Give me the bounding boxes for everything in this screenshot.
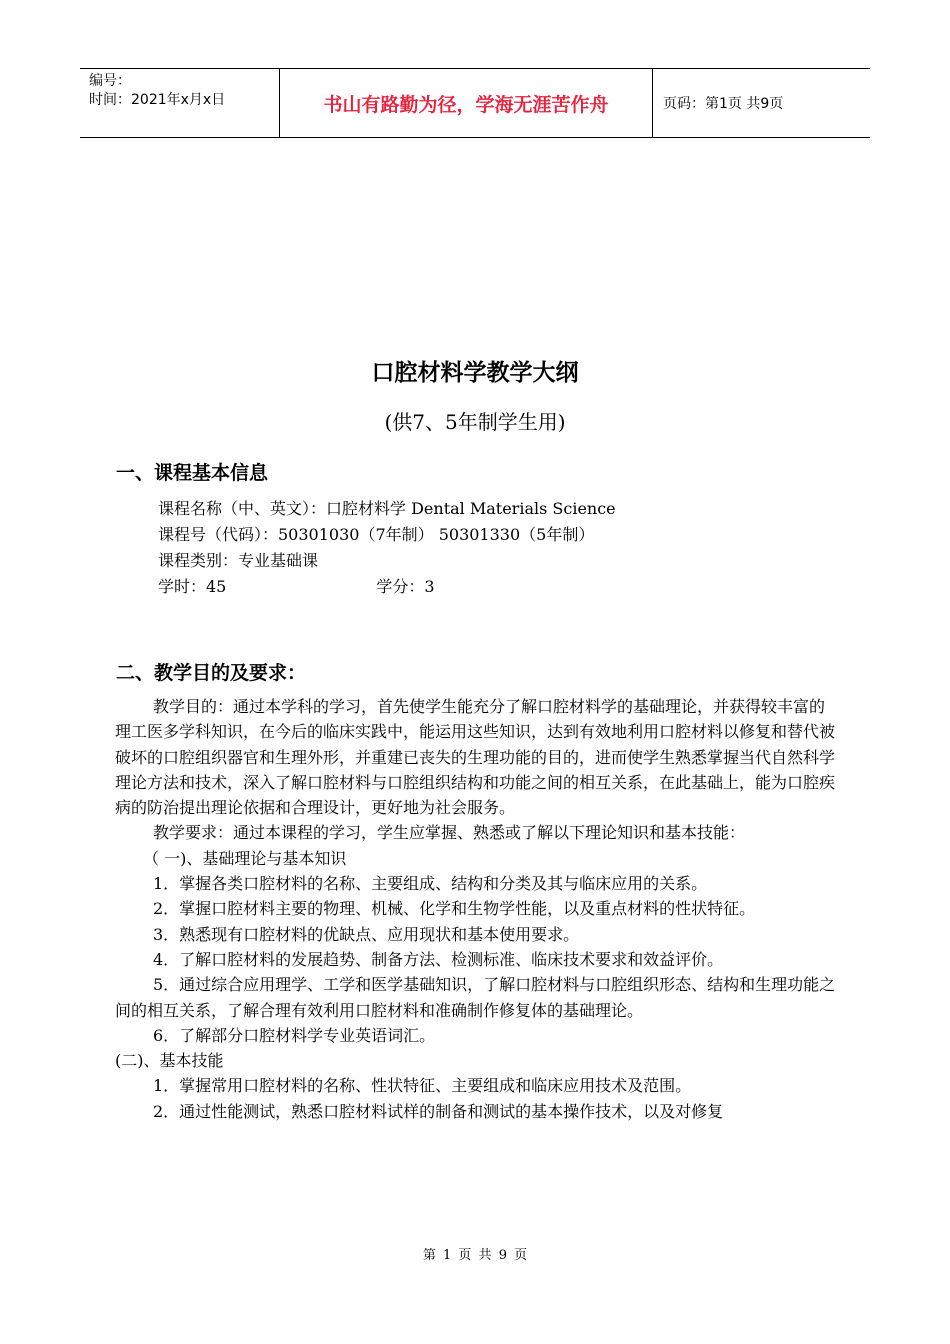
list-item: 4．了解口腔材料的发展趋势、制备方法、检测标准、临床技术要求和效益评价。 [153,949,724,969]
document-title: 口腔材料学教学大纲 [371,360,579,386]
course-info-block [158,496,616,600]
list-item: 1．掌握常用口腔材料的名称、性状特征、主要组成和临床应用技术及范围。 [153,1076,692,1096]
section1-heading: 一、课程基本信息 [116,462,269,484]
sub1-heading: （ 一)、基础理论与基本知识 [143,848,347,868]
sub2-heading: (二)、基本技能 [115,1051,224,1071]
section2-body [115,694,837,1124]
list-item: 6．了解部分口腔材料学专业英语词汇。 [153,1025,436,1045]
document-subtitle: (供7、5年制学生用) [384,410,566,434]
teaching-requirement: 教学要求：通过本课程的学习，学生应掌握、熟悉或了解以下理论知识和基本技能： [153,823,746,843]
course-credits: 学分：3 [376,577,435,596]
list-item: 1．掌握各类口腔材料的名称、主要组成、结构和分类及其与临床应用的关系。 [153,874,708,894]
page-footer: 第 1 页 共 9 页 [422,1248,528,1263]
list-item: 5．通过综合应用理学、工学和医学基础知识，了解口腔材料与口腔组织形态、结构和生理功能之间的相互关系，了解合理有效利用口腔材料和准确制作修复体的基础理论。 [115,975,836,1020]
course-code: 课程号（代码）：50301030（7年制） 50301330（5年制） [158,525,595,544]
number-label: 编号： [89,73,131,89]
header-page-label: 页码：第1页 共9页 [663,96,784,112]
date-label: 时间：2021年x月x日 [89,92,226,108]
section2-heading: 二、教学目的及要求： [116,662,307,684]
hours-credits-row [158,574,616,600]
list-item: 2．掌握口腔材料主要的物理、机械、化学和生物学性能，以及重点材料的性状特征。 [153,899,756,919]
teaching-purpose: 教学目的：通过本学科的学习，首先使学生能充分了解口腔材料学的基础理论，并获得较丰富的理工医多学科知识，在今后的临床实践中，能运用这些知识，达到有效地利用口腔材料以修复和替代被破坏的口腔组织器官和生理外形，并重建已丧失的生理功能的目的，进而使学生熟悉掌握当代自然科学理论方法和技术，深入了解口腔材料与口腔组织结构和功能之间的相互关系，在此基础上，能为口腔疾病的防治提出理论依据和合理设计，更好地为社会服务。 [115,697,836,818]
course-type: 课程类别：专业基础课 [158,551,319,570]
course-hours: 学时：45 [158,577,227,596]
course-name: 课程名称（中、英文）：口腔材料学 Dental Materials Science [158,499,616,518]
list-item: 3．熟悉现有口腔材料的优缺点、应用现状和基本使用要求。 [153,924,580,944]
header-table [80,68,870,138]
header-motto: 书山有路勤为径，学海无涯苦作舟 [280,69,653,137]
header-info-cell [80,69,280,137]
list-item: 2．通过性能测试，熟悉口腔材料试样的制备和测试的基本操作技术，以及对修复 [153,1101,724,1121]
